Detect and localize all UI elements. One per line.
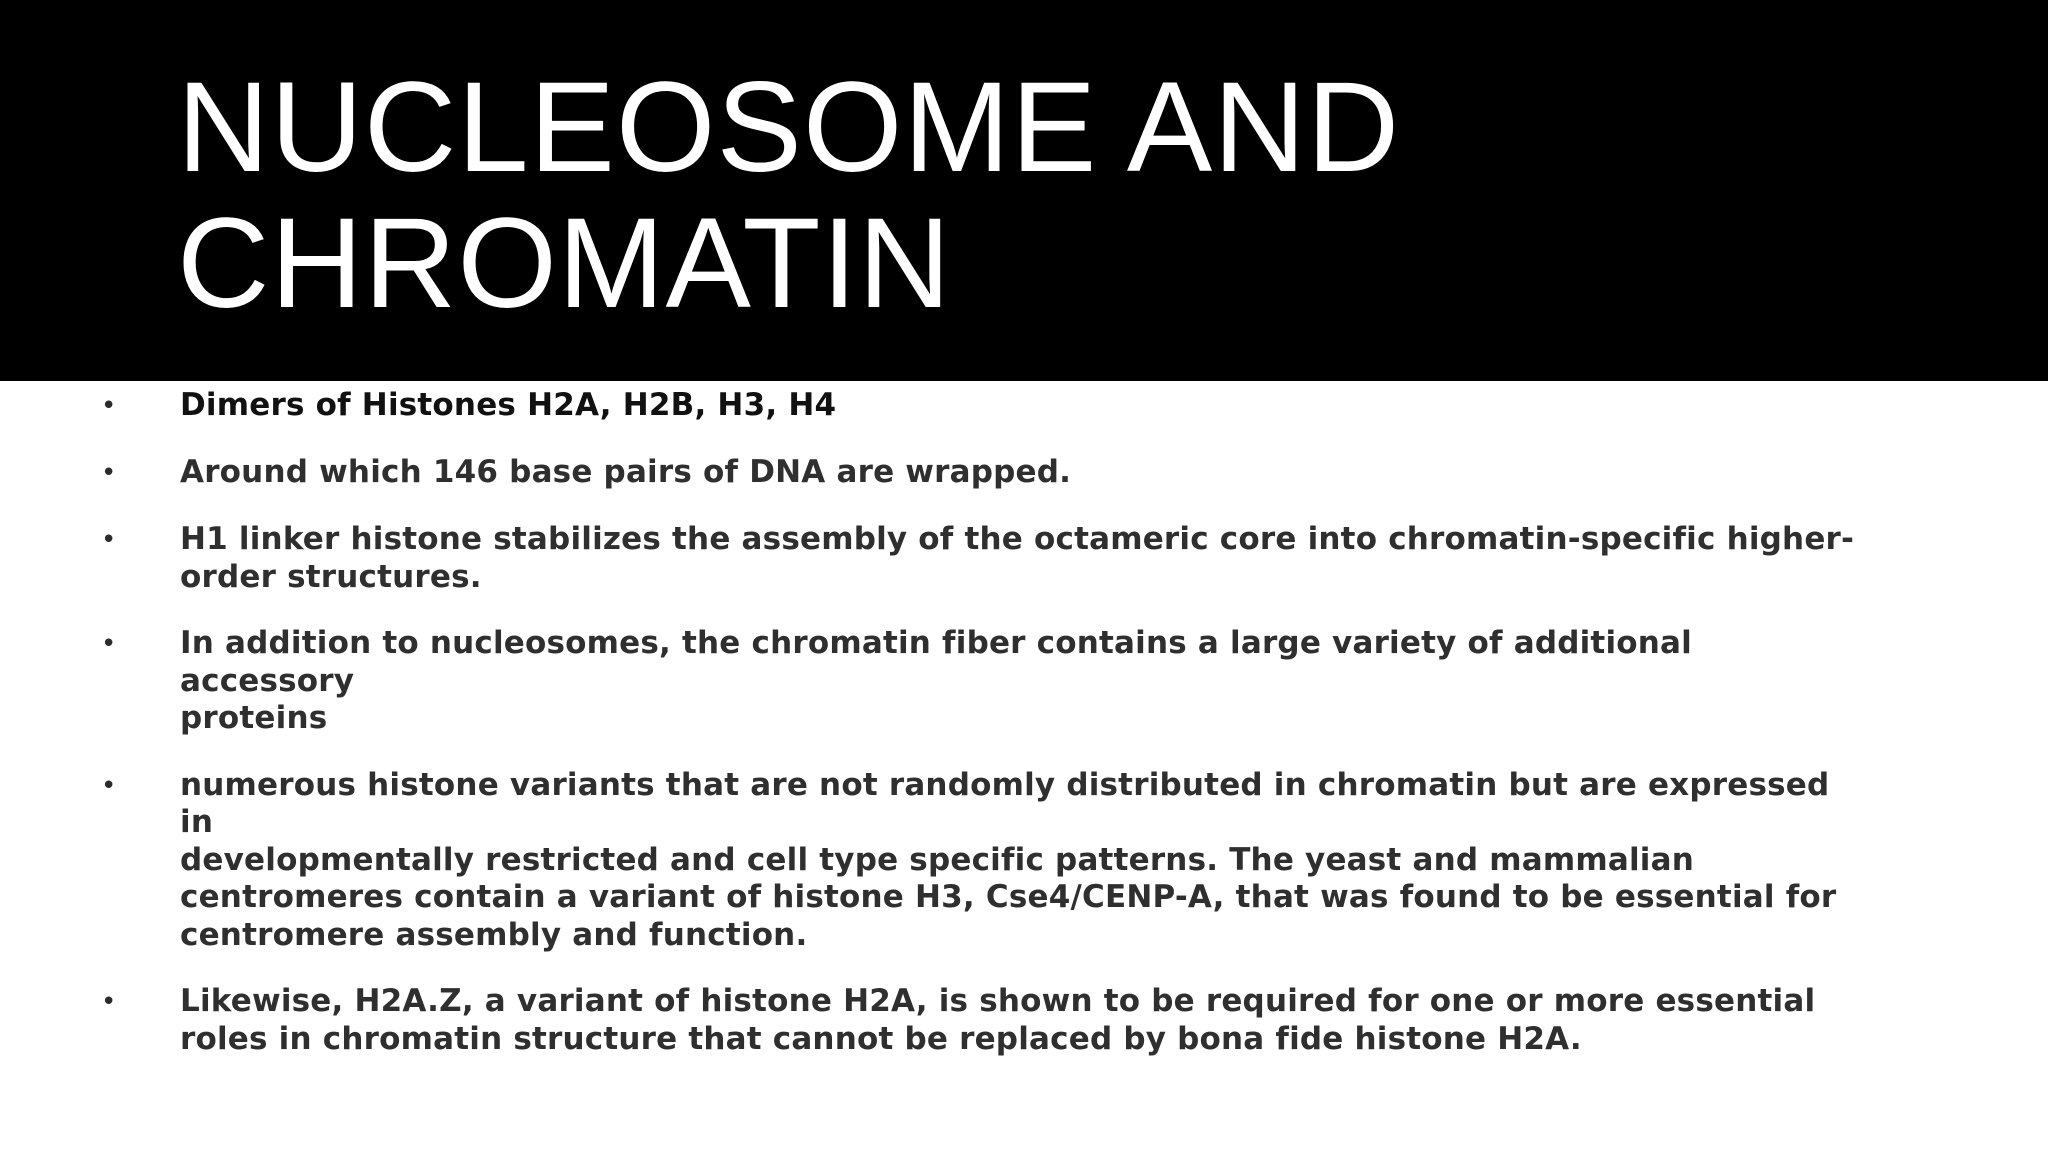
- bullet-dot: •: [101, 987, 117, 1017]
- bullet-text: [180, 767, 1860, 955]
- title-band: [0, 0, 2048, 381]
- bullet-dot: •: [101, 525, 117, 555]
- bullet-line: H1 linker histone stabilizes the assembly of the octameric core into chromatin-specific higher-: [180, 521, 1855, 557]
- bullet-line: centromere assembly and function.: [180, 916, 808, 953]
- bullet-dot: •: [101, 391, 117, 421]
- bullet-text: [180, 625, 1860, 738]
- bullet-line: roles in chromatin structure that cannot be replaced by bona fide histone H2A.: [180, 1020, 1582, 1057]
- bullet-dot: •: [101, 458, 117, 488]
- bullet-line: In addition to nucleosomes, the chromatin fiber contains a large variety of additional accessory: [180, 625, 1692, 699]
- slide-title: [177, 56, 1877, 335]
- bullet-line: Likewise, H2A.Z, a variant of histone H2A, is shown to be required for one or more essential: [180, 983, 1816, 1019]
- bullet-dot: •: [101, 770, 117, 801]
- bullet-line: order structures.: [180, 558, 482, 595]
- bullet-item: [0, 767, 2048, 955]
- bullet-line: numerous histone variants that are not randomly distributed in chromatin but are expressed in: [180, 766, 1830, 840]
- bullet-item: [0, 521, 2048, 596]
- bullet-text: Around which 146 base pairs of DNA are wrapped.: [180, 454, 1072, 490]
- slide-title-line-1: NUCLEOSOME AND: [177, 56, 1401, 199]
- bullet-text: [180, 521, 1860, 596]
- bullet-line: developmentally restricted and cell type specific patterns. The yeast and mammalian: [180, 841, 1694, 878]
- bullet-item: [0, 625, 2048, 738]
- bullet-text: Dimers of Histones H2A, H2B, H3, H4: [180, 387, 837, 423]
- bullet-line: centromeres contain a variant of histone H3, Cse4/CENP-A, that was found to be essential for: [180, 879, 1837, 915]
- bullet-text: [180, 983, 1860, 1058]
- slide-title-line-2: CHROMATIN: [177, 192, 952, 335]
- bullet-item: [0, 454, 2048, 492]
- bullet-item: [0, 983, 2048, 1058]
- bullet-dot: •: [101, 629, 117, 659]
- bullet-line: proteins: [180, 700, 328, 736]
- bullet-item: [0, 387, 2048, 425]
- bullet-list: [0, 387, 2048, 1087]
